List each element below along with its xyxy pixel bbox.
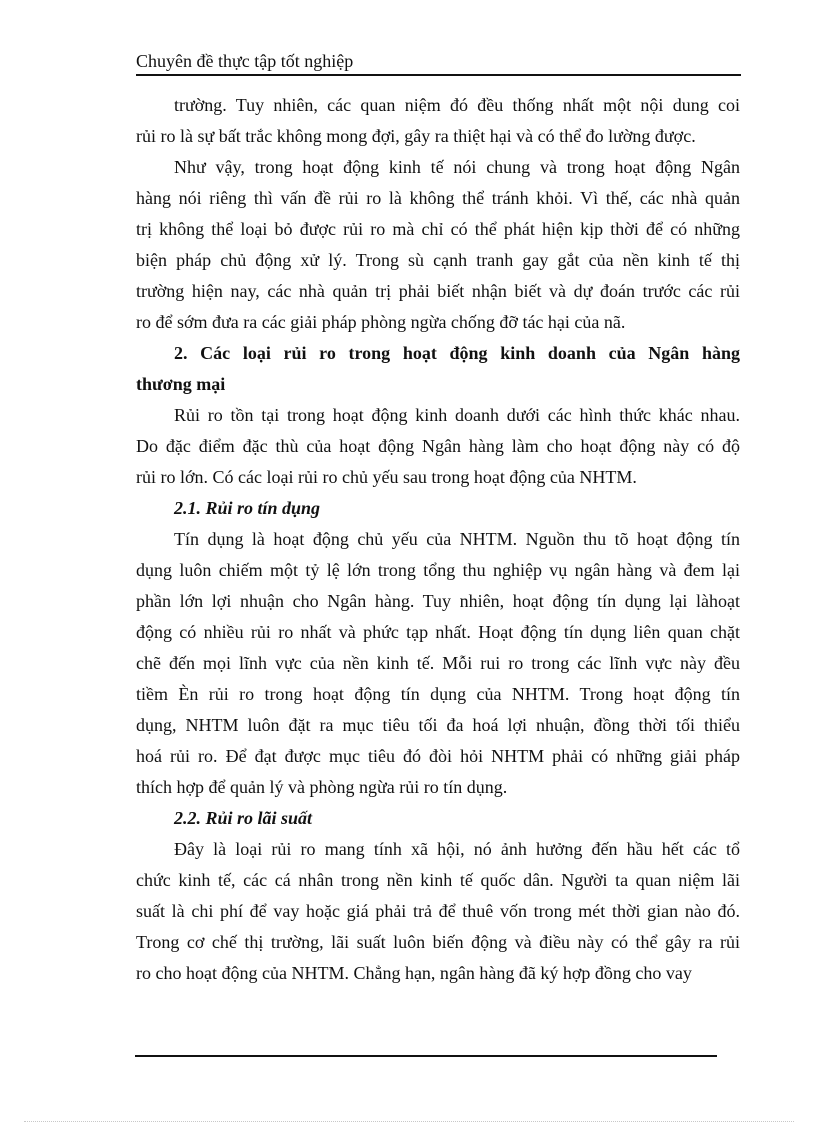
text-line: chẽ đến mọi lĩnh vực của nền kinh tế. Mỗi rui ro trong các lĩnh vực này đều (136, 653, 740, 673)
header-title: Chuyên đề thực tập tốt nghiệp (136, 51, 354, 71)
page-bottom-edge (24, 1121, 794, 1122)
footer-rule (135, 1055, 717, 1057)
text-line: phần lớn lợi nhuận cho Ngân hàng. Tuy nhiên, hoạt động tín dụng lại làhoạt (136, 591, 740, 611)
page-header (136, 50, 741, 76)
paragraph-5 (136, 834, 740, 989)
text-line: tiềm Èn rủi ro trong hoạt động tín dụng của NHTM. Trong hoạt động tín (136, 684, 740, 704)
text-line: chức kinh tế, các cá nhân trong nền kinh tế quốc dân. Người ta quan niệm lãi (136, 870, 740, 890)
text-line: rủi ro là sự bất trắc không mong đợi, gây ra thiệt hại và có thể đo lường được. (136, 126, 696, 146)
text-line: trị không thể loại bỏ được rủi ro mà chỉ có thể phát hiện kịp thời để có những (136, 219, 740, 239)
subsection-heading-2-1 (136, 493, 740, 524)
text-line: trường hiện nay, các nhà quản trị phải biết nhận biết và dự đoán trước các rủi (136, 281, 740, 301)
text-line: hoá rủi ro. Để đạt được mục tiêu đó đòi hỏi NHTM phải có những giải pháp (136, 746, 740, 766)
section-heading-line: thương mại (136, 374, 226, 394)
text-line: Rủi ro tồn tại trong hoạt động kinh doanh dưới các hình thức khác nhau. (174, 405, 740, 425)
paragraph-3 (136, 400, 740, 493)
text-line: dụng luôn chiếm một tỷ lệ lớn trong tổng thu nghiệp vụ ngân hàng và đem lại (136, 560, 740, 580)
text-line: Do đặc điểm đặc thù của hoạt động Ngân hàng làm cho hoạt động này có độ (136, 436, 740, 456)
subsection-heading-line: 2.1. Rủi ro tín dụng (174, 498, 321, 518)
text-line: động có nhiều rủi ro nhất và phức tạp nhất. Hoạt động tín dụng liên quan chặt (136, 622, 740, 642)
text-line: ro cho hoạt động của NHTM. Chẳng hạn, ngân hàng đã ký hợp đồng cho vay (136, 963, 692, 983)
text-line: hàng nói riêng thì vấn đề rủi ro là không thể tránh khỏi. Vì thế, các nhà quản (136, 188, 740, 208)
text-line: thích hợp để quản lý và phòng ngừa rủi ro tín dụng. (136, 777, 508, 797)
text-line: ro để sớm đưa ra các giải pháp phòng ngừa chống đỡ tác hại của nã. (136, 312, 626, 332)
text-line: Đây là loại rủi ro mang tính xã hội, nó ảnh hưởng đến hầu hết các tổ (174, 839, 740, 859)
text-line: biện pháp chủ động xử lý. Trong sù cạnh tranh gay gắt của nền kinh tế thị (136, 250, 740, 270)
text-line: Như vậy, trong hoạt động kinh tế nói chung và trong hoạt động Ngân (174, 157, 740, 177)
text-line: trường. Tuy nhiên, các quan niệm đó đều thống nhất một nội dung coi (174, 95, 740, 115)
section-heading-2 (136, 338, 740, 400)
document-body (136, 90, 740, 989)
paragraph-2 (136, 152, 740, 338)
paragraph-1 (136, 90, 740, 152)
subsection-heading-line: 2.2. Rủi ro lãi suất (174, 808, 313, 828)
text-line: dụng, NHTM luôn đặt ra mục tiêu tối đa hoá lợi nhuận, đồng thời tối thiểu (136, 715, 740, 735)
subsection-heading-2-2 (136, 803, 740, 834)
text-line: suất là chi phí để vay hoặc giá phải trả để thuê vốn trong mét thời gian nào đó. (136, 901, 740, 921)
text-line: Trong cơ chế thị trường, lãi suất luôn biến động và điều này có thể gây ra rủi (136, 932, 740, 952)
paragraph-4 (136, 524, 740, 803)
section-heading-line: 2. Các loại rủi ro trong hoạt động kinh doanh của Ngân hàng (174, 343, 740, 363)
text-line: Tín dụng là hoạt động chủ yếu của NHTM. Nguồn thu tõ hoạt động tín (174, 529, 740, 549)
text-line: rủi ro lớn. Có các loại rủi ro chủ yếu sau trong hoạt động của NHTM. (136, 467, 637, 487)
